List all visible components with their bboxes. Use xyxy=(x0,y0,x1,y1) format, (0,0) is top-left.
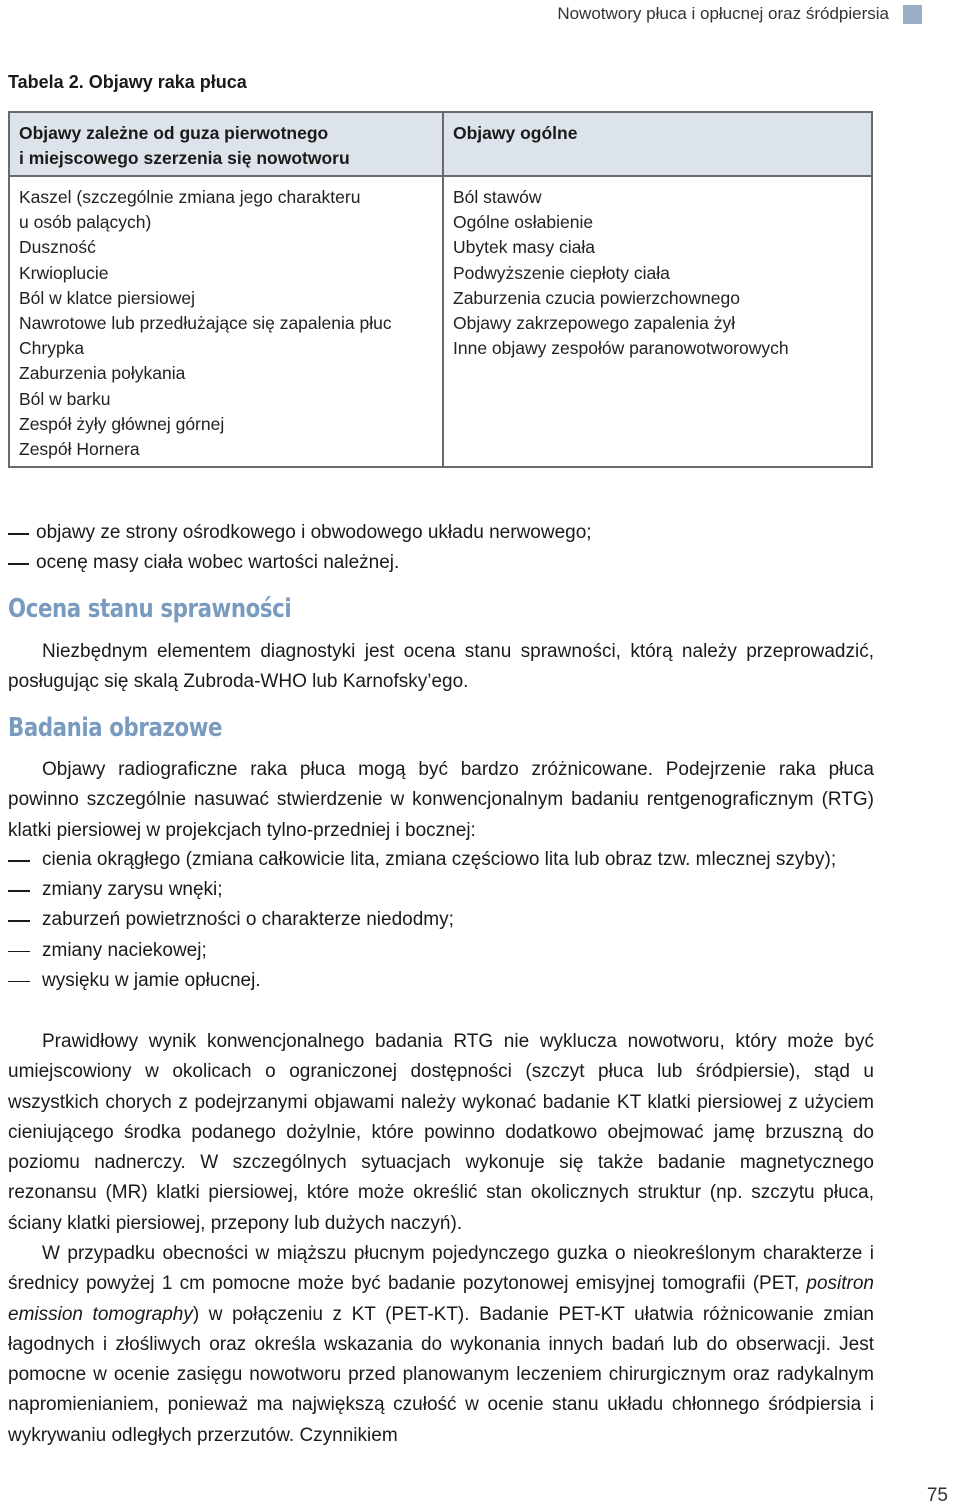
paragraph-performance xyxy=(8,637,874,698)
list-item: Kaszel (szczególnie zmiana jego charakteru xyxy=(19,187,361,207)
list-item: Inne objawy zespołów paranowotworowych xyxy=(453,338,789,359)
paragraph-text: Niezbędnym elementem diagnostyki jest ocena stanu sprawności, którą należy przeprowadzić, posługując się skalą Zubroda-WHO lub Karnofsky’ego. xyxy=(8,641,874,693)
list-item: Podwyższenie ciepłoty ciała xyxy=(453,262,670,283)
general-symptoms-list xyxy=(444,177,871,361)
section-heading-performance: Ocena stanu sprawności xyxy=(8,594,292,624)
paragraph-text: W przypadku obecności w miąższu płucnym pojedynczego guzka o nieokreślonym charakterze i średnicy powyżej 1 cm pomocne może być badanie pozytonowej emisyjnej tomografii (PET, xyxy=(8,1243,874,1295)
list-item: Nawrotowe lub przedłużające się zapalenia płuc xyxy=(19,313,392,334)
table-header-line: Objawy zależne od guza pierwotnego xyxy=(19,123,329,143)
list-item: cienia okrągłego (zmiana całkowicie lita, zmiana częściowo lita lub obraz tzw. mlecznej szyby); xyxy=(8,845,874,875)
list-item: objawy ze strony ośrodkowego i obwodowego układu nerwowego; xyxy=(8,518,874,548)
table-header-local-symptoms xyxy=(10,113,442,177)
table-caption: Tabela 2. Objawy raka płuca xyxy=(8,72,247,92)
section-heading-imaging: Badania obrazowe xyxy=(8,713,223,743)
list-item: Krwioplucie xyxy=(19,262,109,283)
list-item: zaburzeń powietrzności o charakterze niedodmy; xyxy=(8,905,874,935)
header-square-icon xyxy=(903,5,922,24)
list-item: Duszność xyxy=(19,237,96,258)
table-column-general-symptoms xyxy=(444,113,871,466)
paragraph-text: Objawy radiograficzne raka płuca mogą być bardzo zróżnicowane. Podejrzenie raka płuca powinno szczególnie nasuwać stwierdzenie w konwencjonalnym badaniu rentgenograficznym (RTG) klatki piersiowej w projekcjach tylno-przedniej i bocznej: xyxy=(8,759,874,841)
list-item: Chrypka xyxy=(19,338,85,359)
intro-bullet-list xyxy=(8,518,874,578)
list-item: Ból stawów xyxy=(453,187,542,207)
paragraph-rtg xyxy=(8,1027,874,1239)
paragraph-italic-term: positron emission tomography xyxy=(8,1273,874,1325)
paragraph-pet xyxy=(8,1239,874,1451)
imaging-bullet-list xyxy=(8,845,874,996)
running-head xyxy=(557,4,922,24)
list-item: wysięku w jamie opłucnej. xyxy=(8,966,874,996)
local-symptoms-list xyxy=(10,177,442,462)
running-head-title: Nowotwory płuca i opłucnej oraz śródpiersia xyxy=(557,4,889,23)
table-header-line: i miejscowego szerzenia się nowotworu xyxy=(19,148,350,168)
list-item: Ogólne osłabienie xyxy=(453,212,594,233)
symptoms-table xyxy=(8,111,873,468)
list-item: ocenę masy ciała wobec wartości należnej. xyxy=(8,548,874,578)
paragraph-text: Prawidłowy wynik konwencjonalnego badania RTG nie wyklucza nowotworu, który może być umiejscowiony w okolicach o ograniczonej dostępności (szczyt płuca lub śródpiersie), stąd u wszystkich chorych z podejrzanymi objawami należy wykonać badanie KT klatki piersiowej z użyciem cieniującego środka podanego dożylnie, które powinno dodatkowo obejmować jamę brzuszną do poziomu nadnerczy. W szczególnych sytuacjach wykonuje się także badanie magnetycznego rezonansu (MR) klatki piersiowej, które może określić stan okolicznych struktur (np. szczytu płuca, ściany klatki piersiowej, przepony lub dużych naczyń). xyxy=(8,1031,874,1234)
list-item: Ubytek masy ciała xyxy=(453,237,595,258)
list-item: Zespół żyły głównej górnej xyxy=(19,413,225,434)
list-item: Zaburzenia połykania xyxy=(19,363,186,384)
paragraph-imaging-intro xyxy=(8,755,874,846)
table-column-local-symptoms xyxy=(10,113,444,466)
list-item: Ból w klatce piersiowej xyxy=(19,287,196,308)
paragraph-text: ) w połączeniu z KT (PET-KT). Badanie PET-KT ułatwia różnicowanie zmian łagodnych i złośliwych oraz określa wskazania do wykonania innych badań lub do obserwacji. Jest pomocne w ocenie zasięgu nowotworu przed planowanym leczeniem chirurgicznym oraz radykalnym napromienianiem, ponieważ ma największą czułość w ocenie stanu układu chłonnego śródpiersia i wykrywaniu odległych przerzutów. Czynnikiem xyxy=(8,1303,875,1446)
page-number: 75 xyxy=(926,1485,948,1506)
list-item: Objawy zakrzepowego zapalenia żył xyxy=(453,313,736,334)
list-item: Ból w barku xyxy=(19,388,111,409)
list-item: zmiany zarysu wnęki; xyxy=(8,875,874,905)
list-item: zmiany naciekowej; xyxy=(8,936,874,966)
list-item: Zaburzenia czucia powierzchownego xyxy=(453,287,740,308)
list-item: Zespół Hornera xyxy=(19,439,140,460)
list-item: u osób palących) xyxy=(19,212,152,233)
table-header-general-symptoms: Objawy ogólne xyxy=(444,113,871,177)
